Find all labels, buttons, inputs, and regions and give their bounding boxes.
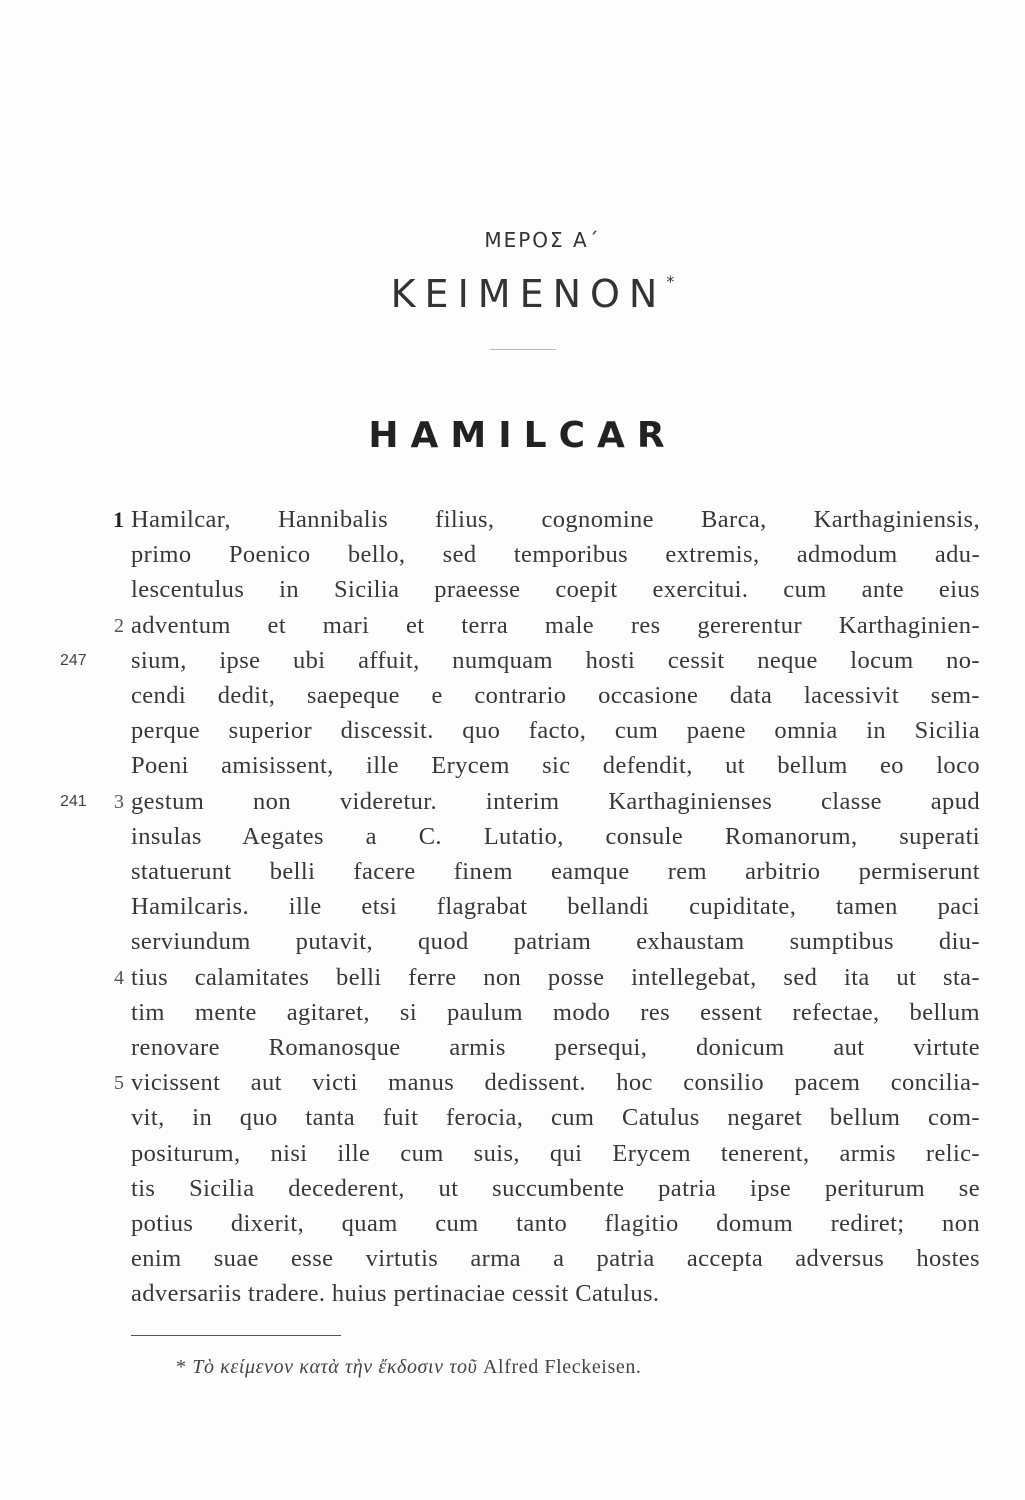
text-line: adventum et mari et terra male res gererentur Karthaginien- [131, 612, 980, 639]
text-line: vicissent aut victi manus dedissent. hoc consilio pacem concilia- [131, 1069, 980, 1096]
section-number: 5 [114, 1072, 124, 1094]
footnote-marker: * [666, 272, 675, 292]
text-line: primo Poenico bello, sed temporibus extremis, admodum adu- [131, 541, 980, 568]
section-heading [0, 272, 1025, 316]
text-line: enim suae esse virtutis arma a patria accepta adversus hostes [131, 1245, 980, 1272]
text-line: positurum, nisi ille cum suis, qui Erycem tenerent, armis relic- [131, 1140, 980, 1167]
section-number: 4 [114, 967, 124, 989]
footnote-divider [131, 1335, 341, 1336]
footnote-greek-text: Τὸ κείμενον κατὰ τὴν ἔκδοσιν τοῦ [192, 1356, 478, 1378]
text-line: renovare Romanosque armis persequi, donicum aut virtute [131, 1034, 980, 1061]
section-number: 1 [113, 507, 124, 532]
text-line: adversariis tradere. huius pertinaciae cessit Catulus. [131, 1280, 660, 1307]
section-number: 3 [114, 791, 124, 813]
text-line: cendi dedit, saepeque e contrario occasione data lacessivit sem- [131, 682, 980, 709]
chapter-title: HAMILCAR [368, 415, 677, 456]
text-line: potius dixerit, quam cum tanto flagitio domum rediret; non [131, 1210, 980, 1237]
text-line: lescentulus in Sicilia praeesse coepit exercitui. cum ante eius [131, 576, 980, 603]
text-line: insulas Aegates a C. Lutatio, consule Romanorum, superati [131, 823, 980, 850]
text-line: vit, in quo tanta fuit ferocia, cum Catulus negaret bellum com- [131, 1104, 980, 1131]
text-line: statuerunt belli facere finem eamque rem arbitrio permiserunt [131, 858, 980, 885]
text-line: gestum non videretur. interim Karthaginienses classe apud [131, 788, 980, 815]
footnote-mark: * [176, 1356, 187, 1378]
margin-year: 241 [60, 793, 87, 810]
margin-year: 247 [60, 652, 87, 669]
text-line: tis Sicilia decederent, ut succumbente patria ipse periturum se [131, 1175, 980, 1202]
section-heading-text: KEIMENON [390, 272, 667, 316]
section-number: 2 [114, 615, 124, 637]
footnote [176, 1356, 642, 1379]
text-line: Hamilcar, Hannibalis filius, cognomine Barca, Karthaginiensis, [131, 506, 980, 533]
text-line: tim mente agitaret, si paulum modo res essent refectae, bellum [131, 999, 980, 1026]
text-line: tius calamitates belli ferre non posse intellegebat, sed ita ut sta- [131, 964, 980, 991]
title-divider [490, 349, 556, 350]
text-line: sium, ipse ubi affuit, numquam hosti cessit neque locum no- [131, 647, 980, 674]
footnote-editor-name: Alfred Fleckeisen. [483, 1356, 642, 1378]
text-line: Poeni amisissent, ille Erycem sic defendit, ut bellum eo loco [131, 752, 980, 779]
part-heading: ΜΕΡΟΣ Α΄ [484, 228, 601, 252]
text-line: perque superior discessit. quo facto, cum paene omnia in Sicilia [131, 717, 980, 744]
text-line: Hamilcaris. ille etsi flagrabat bellandi cupiditate, tamen paci [131, 893, 980, 920]
text-line: serviundum putavit, quod patriam exhaustam sumptibus diu- [131, 928, 980, 955]
